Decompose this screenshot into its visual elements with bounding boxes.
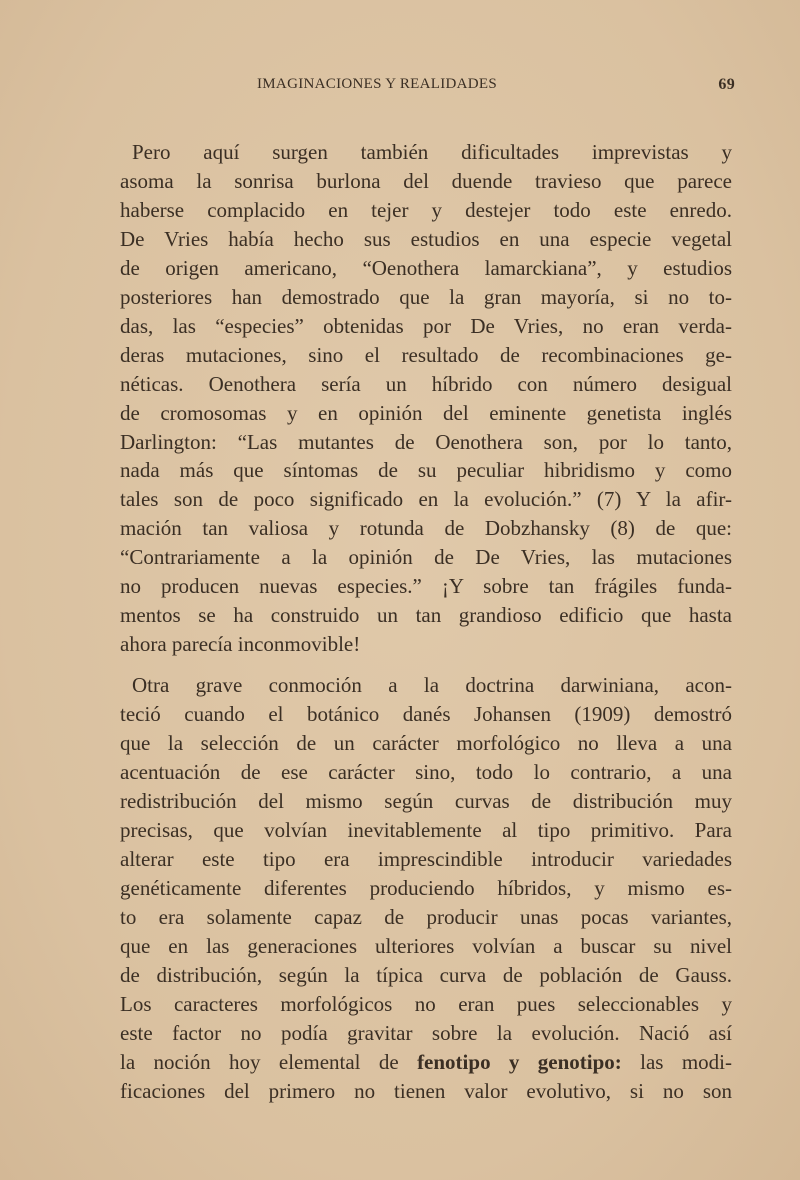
paragraph-2 [120,671,732,1047]
text-line: nada más que síntomas de su peculiar hibridismo y como [120,458,732,483]
page-header [120,76,735,96]
text-segment: la noción hoy elemental de [120,1049,418,1074]
paragraph-gap [120,659,732,671]
text-line: ficaciones del primero no tienen valor evolutivo, si no son [120,1078,732,1103]
text-line: mación tan valiosa y rotunda de Dobzhansky (8) de que: [120,516,732,541]
text-line: Darlington: “Las mutantes de Oenothera son, por lo tanto, [120,429,732,454]
running-title: IMAGINACIONES Y REALIDADES [257,76,498,92]
body-text [120,138,732,1105]
text-line: teció cuando el botánico danés Johansen (1909) demostró [120,702,732,727]
text-line: este factor no podía gravitar sobre la evolución. Nació así [120,1020,732,1045]
text-line: de origen americano, “Oenothera lamarckiana”, y estudios [120,255,732,280]
page-number: 69 [718,76,735,93]
text-line: precisas, que volvían inevitablemente al tipo primitivo. Para [120,817,732,842]
text-line: Pero aquí surgen también dificultades imprevistas y [132,140,732,164]
text-line: posteriores han demostrado que la gran mayoría, si no to- [120,284,732,309]
text-segment: las modi- [621,1049,732,1074]
text-line: asoma la sonrisa burlona del duende travieso que parece [120,168,732,193]
text-line: Los caracteres morfológicos no eran pues seleccionables y [120,991,732,1016]
text-line: “Contrariamente a la opinión de De Vries, las mutaciones [120,545,732,570]
text-line: deras mutaciones, sino el resultado de recombinaciones ge- [120,342,732,367]
text-line: que la selección de un carácter morfológico no lleva a una [120,731,732,756]
text-line: alterar este tipo era imprescindible introducir variedades [120,846,732,871]
text-line: haberse complacido en tejer y destejer todo este enredo. [120,197,732,222]
text-line: tales son de poco significado en la evolución.” (7) Y la afir- [120,487,732,512]
text-line: de distribución, según la típica curva de población de Gauss. [120,962,732,987]
text-line: Otra grave conmoción a la doctrina darwiniana, acon- [132,673,732,698]
text-line: De Vries había hecho sus estudios en una especie vegetal [120,226,732,251]
text-line: mentos se ha construido un tan grandioso edificio que hasta [120,603,732,628]
text-line: genéticamente diferentes produciendo híbridos, y mismo es- [120,875,732,900]
text-line: redistribución del mismo según curvas de distribución muy [120,788,732,813]
text-line: das, las “especies” obtenidas por De Vries, no eran verda- [120,313,732,338]
text-line: acentuación de ese carácter sino, todo lo contrario, a una [120,760,732,785]
text-line-bold [120,1048,732,1077]
text-line: to era solamente capaz de producir unas pocas variantes, [120,904,732,929]
text-line: que en las generaciones ulteriores volvían a buscar su nivel [120,933,732,958]
text-line: no producen nuevas especies.” ¡Y sobre tan frágiles funda- [120,574,732,599]
text-line: ahora parecía inconmovible! [120,632,361,657]
text-line: de cromosomas y en opinión del eminente genetista inglés [120,400,732,425]
bold-term: fenotipo y genotipo: [417,1049,622,1074]
paragraph-1 [120,138,732,659]
text-line: néticas. Oenothera sería un híbrido con número desigual [120,371,732,396]
